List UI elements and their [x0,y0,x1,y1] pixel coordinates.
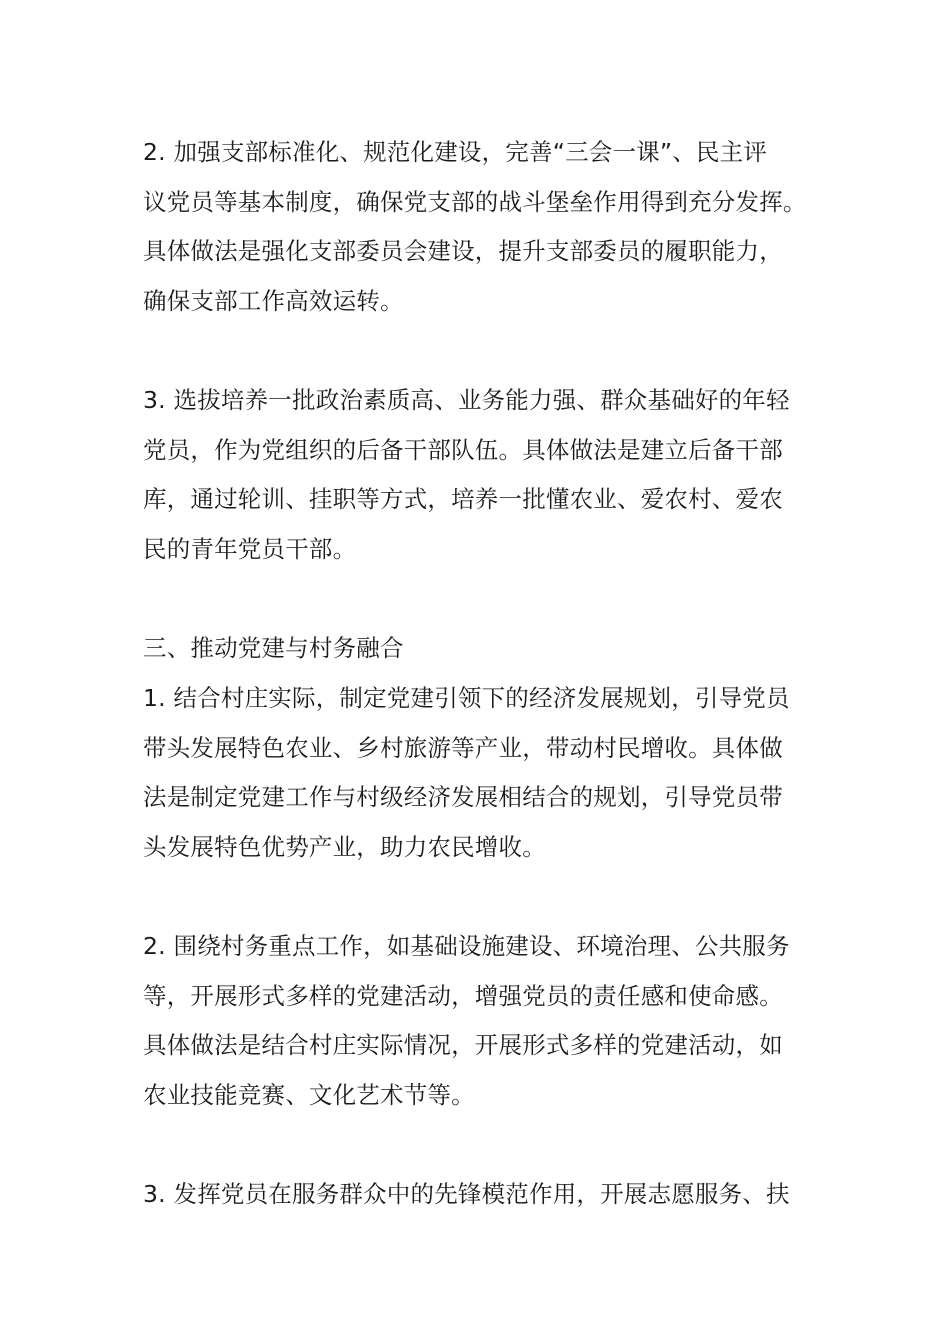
paragraph-line: 党员，作为党组织的后备干部队伍。具体做法是建立后备干部 [143,435,783,464]
section-heading [143,624,823,674]
paragraph-line: 民的青年党员干部。 [143,534,357,563]
paragraph-line: 3. 发挥党员在服务群众中的先锋模范作用，开展志愿服务、扶 [143,1180,790,1208]
paragraph-line: 确保支部工作高效运转。 [143,286,404,315]
paragraph-line: 带头发展特色农业、乡村旅游等产业，带动村民增收。具体做 [143,733,783,762]
paragraph-line: 1. 结合村庄实际，制定党建引领下的经济发展规划，引导党员 [143,684,790,712]
paragraph-line: 农业技能竞赛、文化艺术节等。 [143,1080,475,1109]
paragraph-line: 2. 加强支部标准化、规范化建设，完善“三会一课”、民主评 [143,138,768,166]
paragraph-line: 库，通过轮训、挂职等方式，培养一批懂农业、爱农村、爱农 [143,485,783,513]
paragraph-line: 等，开展形式多样的党建活动，增强党员的责任感和使命感。 [143,981,783,1010]
paragraph-line: 具体做法是结合村庄实际情况，开展形式多样的党建活动，如 [143,1031,783,1059]
paragraph-1-economic-plan [143,674,823,872]
paragraph-line: 2. 围绕村务重点工作，如基础设施建设、环境治理、公共服务 [143,932,790,960]
section-heading-text: 三、推动党建与村务融合 [143,634,404,662]
paragraph-3-young-members [143,376,823,574]
paragraph-2-standardization [143,128,823,326]
paragraph-line: 法是制定党建工作与村级经济发展相结合的规划，引导党员带 [143,783,783,811]
paragraph-2-village-affairs [143,922,823,1120]
paragraph-line: 3. 选拔培养一批政治素质高、业务能力强、群众基础好的年轻 [143,386,790,414]
paragraph-line: 头发展特色优势产业，助力农民增收。 [143,832,546,861]
paragraph-line: 议党员等基本制度，确保党支部的战斗堡垒作用得到充分发挥。 [143,187,807,216]
paragraph-line: 具体做法是强化支部委员会建设，提升支部委员的履职能力， [143,237,783,265]
paragraph-3-vanguard-role [143,1170,823,1220]
